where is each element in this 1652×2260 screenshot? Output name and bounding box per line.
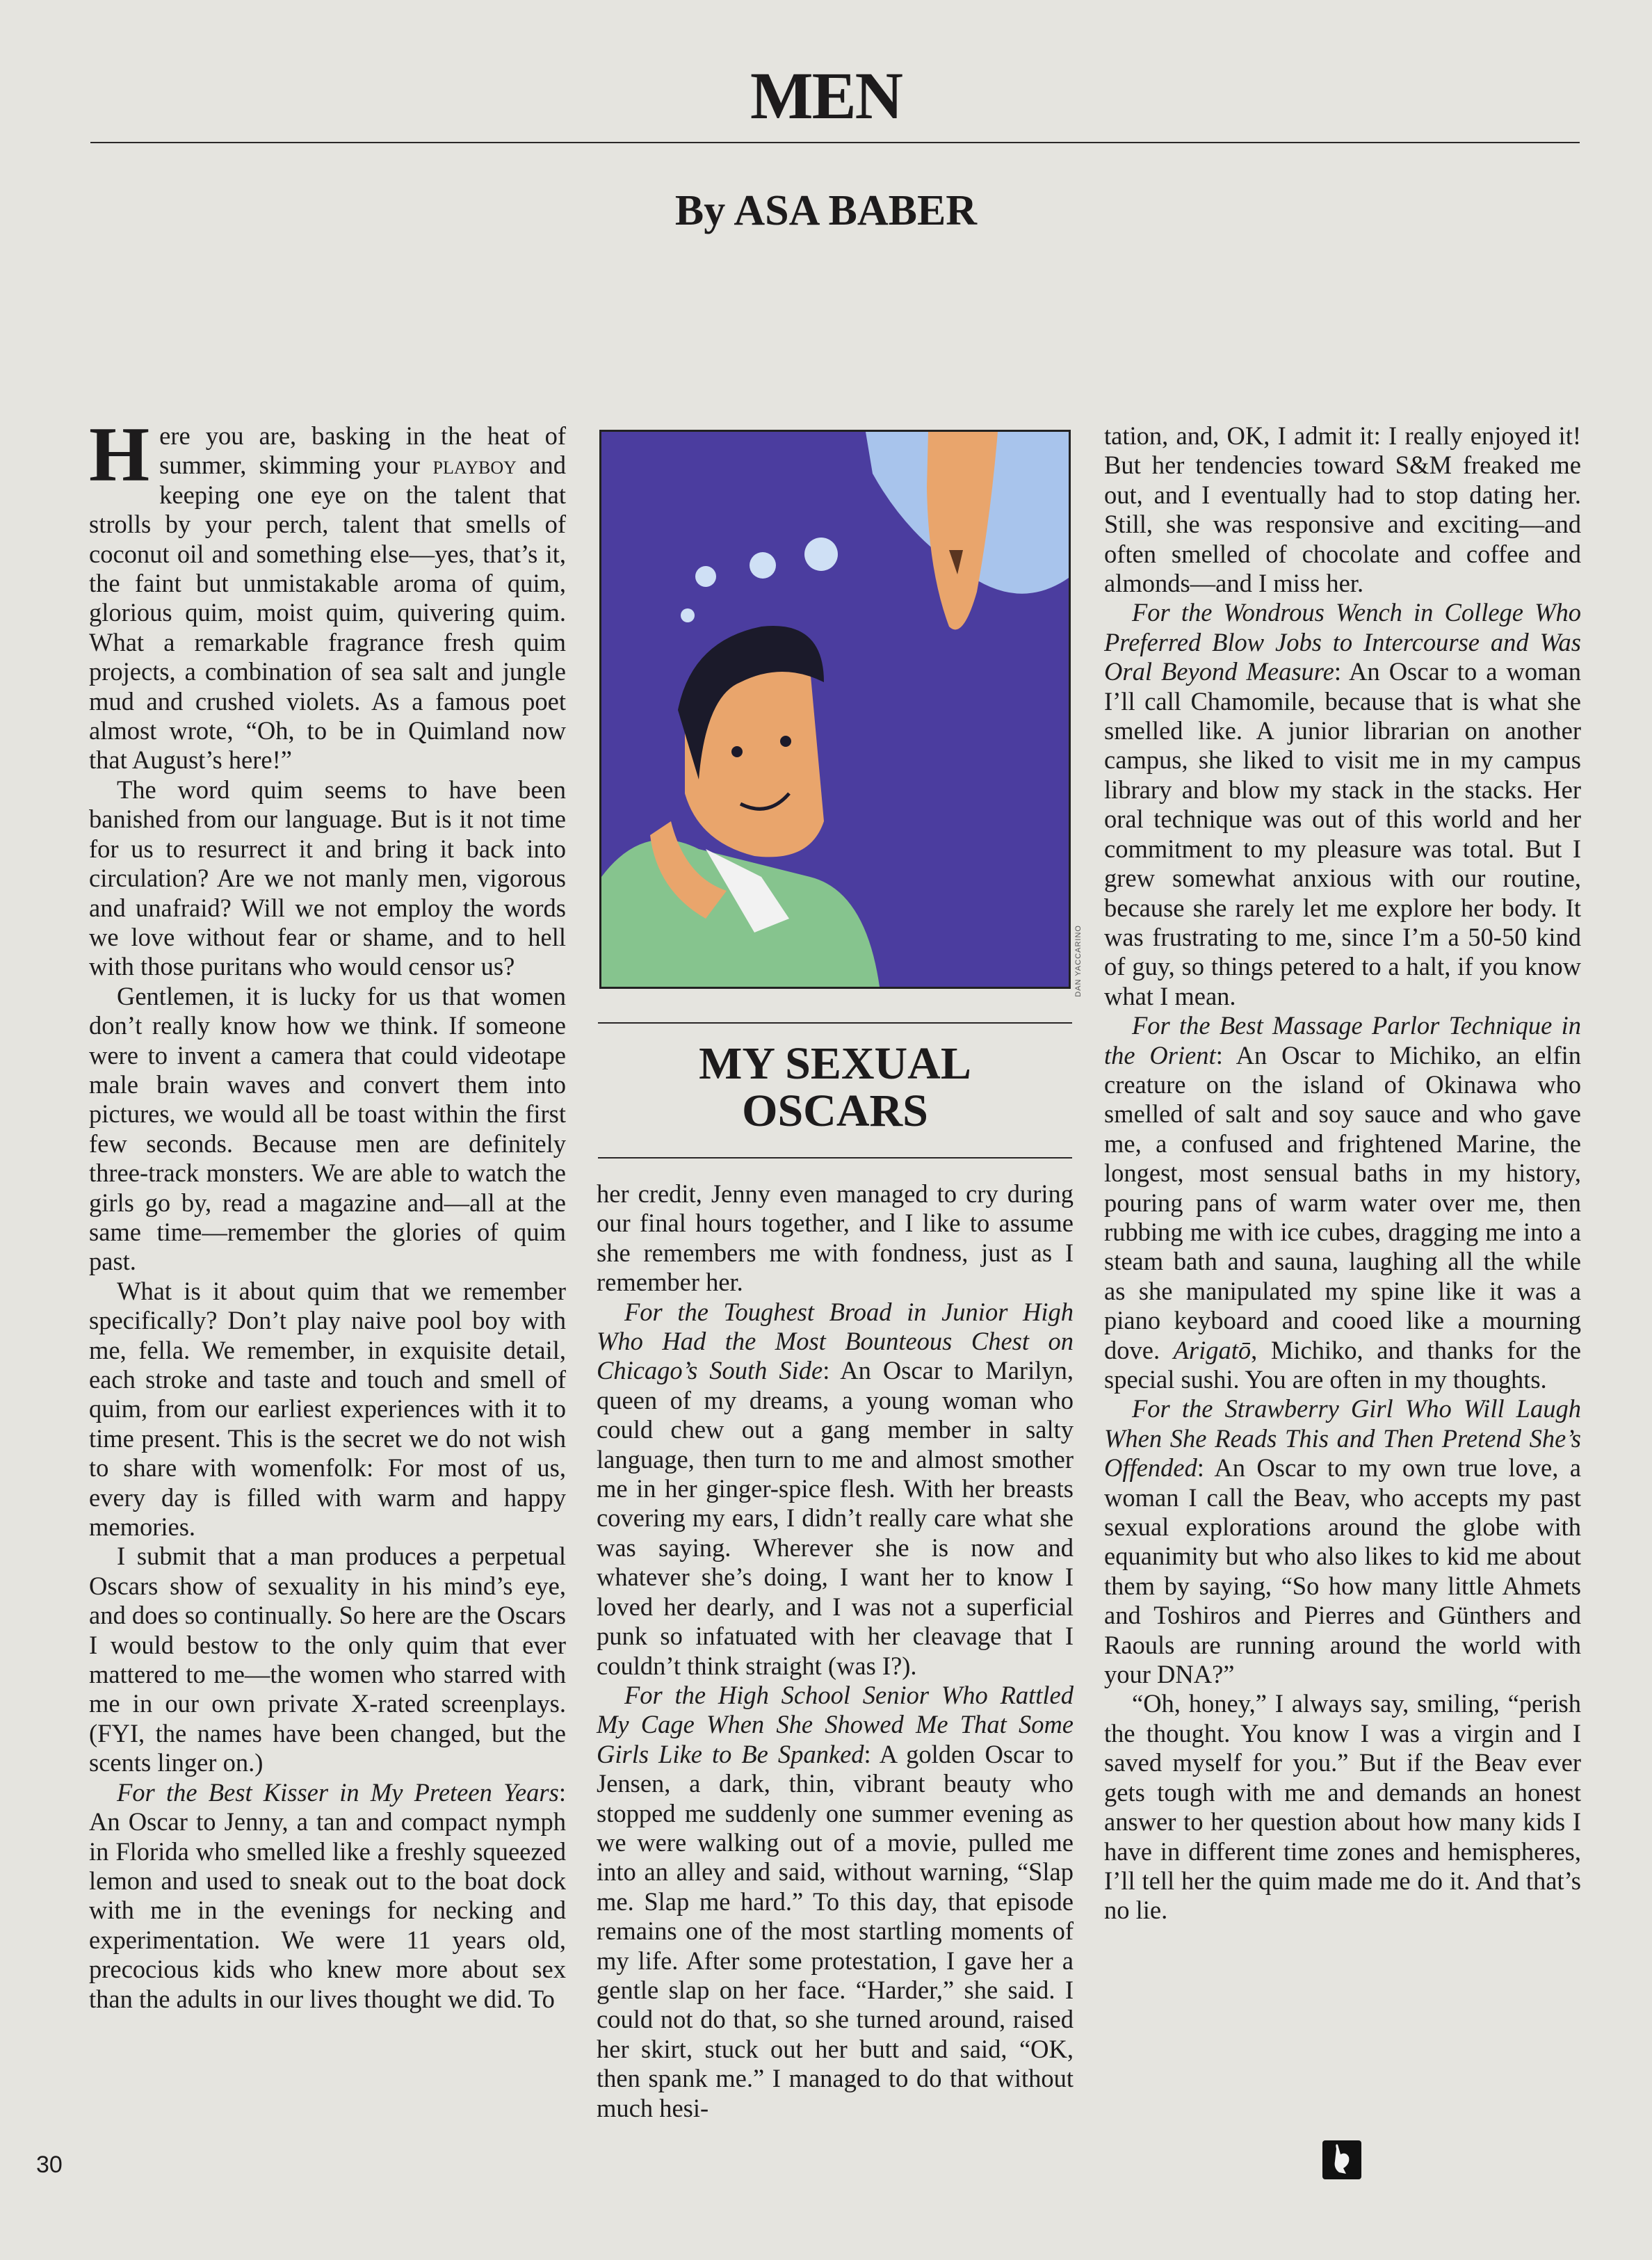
text-run: Gentlemen, it is lucky for us that women don’t really know how we think. If someone were to invent a camera that could videotape male brain waves and convert them into pictures, we would all be toast within the first few seconds. Because men are definitely three-track monsters. We are able to watch the girls go by, read a magazine and—all at the same time—remember the glories of quim past.	[89, 981, 566, 1276]
oscar-category: Arigatō	[1173, 1335, 1252, 1364]
paragraph	[597, 1179, 1074, 1298]
text-run: : An Oscar to Marilyn, queen of my dreams, a young woman who could chew out a gang member in salty language, then turn to me and almost smother me in her ginger-spice flesh. With her breasts covering my ears, I didn’t really care what she was saying. Wherever she is now and whatever she’s doing, I want her to know I loved her dearly, and I was not a superficial punk so infatuated with her cleavage that I couldn’t think straight (was I?).	[597, 1356, 1074, 1680]
paragraph	[89, 1542, 566, 1777]
sidebar-headline	[597, 1040, 1074, 1135]
text-run: tation, and, OK, I admit it: I really enjoyed it! But her tendencies toward S&M freaked me out, and I eventually had to stop dating her. Still, she was responsive and exciting—and often smelled of chocolate and coffee and almonds—and I miss her.	[1104, 421, 1581, 598]
headline-rule-bottom	[598, 1157, 1072, 1159]
section-title: MEN	[750, 58, 902, 133]
text-run: : An Oscar to my own true love, a woman I call the Beav, who accepts my past sexual explorations around the globe with equanimity but who also likes to kid me about them by saying, “So how many little Ahmets and Toshiros and Pierres and Günthers and Raouls are running around the world with your DNA?”	[1104, 1453, 1581, 1689]
headline-line-1: MY SEXUAL	[699, 1038, 971, 1089]
paragraph	[597, 1681, 1074, 2123]
drop-cap: H	[89, 412, 150, 498]
text-run: : An Oscar to Michiko, an elfin creature on the island of Okinawa who smelled of salt and soy sauce and who gave me, a confused and frightened Marine, the longest, most sensual baths in my history, pouring pans of warm water over me, then rubbing me with ice cubes, dragging me into a steam bath and sauna, laughing all the while as she manipulated my spine like it was a piano keyboard and cooed like a mourning dove.	[1104, 1040, 1581, 1364]
paragraph	[1104, 1011, 1581, 1394]
text-run: her credit, Jenny even managed to cry during our final hours together, and I like to assume she remembers me with fondness, just as I remember her.	[597, 1179, 1074, 1297]
oscar-category: For the Wondrous Wench in College Who Preferred Blow Jobs to Intercourse and Was Oral Beyond Measure	[1104, 598, 1581, 686]
paragraph	[89, 1277, 566, 1542]
text-run: The word quim seems to have been banished from our language. But is it not time for us to resurrect it and bring it back into circulation? Are we not manly men, vigorous and unafraid? Will we not employ the words we love without fear or shame, and to hell with those puritans who would censor us?	[89, 775, 566, 981]
man-dreaming-illustration	[601, 432, 1069, 987]
illustration	[599, 430, 1071, 989]
article-column-2	[597, 1179, 1074, 2123]
text-run: : A golden Oscar to Jensen, a dark, thin, vibrant beauty who stopped me suddenly one summer evening as we were walking out of a movie, pulled me into an alley and said, without warning, “Slap me. Slap me hard.” To this day, that episode remains one of the most startling moments of my life. After some protestation, I gave her a gentle slap on her face. “Harder,” she said. I could not do that, so she turned around, raised her skirt, stuck out her butt and said, “OK, then spank me.” I managed to do that without much hesi-	[597, 1739, 1074, 2122]
headline-line-2: OSCARS	[742, 1085, 928, 1136]
text-run: : An Oscar to Jenny, a tan and compact nymph in Florida who smelled like a freshly squeezed lemon and used to sneak out to the boat dock with me in the evenings for necking and experimentation. We were 11 years old, precocious kids who knew more about sex than the adults in our lives thought we did. To	[89, 1777, 566, 2013]
byline: By ASA BABER	[674, 187, 978, 234]
oscar-category: For the Best Massage Parlor Technique in the Orient	[1104, 1011, 1581, 1070]
text-run: : An Oscar to a woman I’ll call Chamomile, because that is what she smelled like. A junior librarian on another campus, she liked to visit me in my campus library and blow my stack in the stacks. Her oral technique was out of this world and her commitment to my pleasure was total. But I grew somewhat anxious with our routine, because she rarely let me explore her body. It was frustrating to me, since I’m a 50-50 kind of guy, so things petered to a halt, if you know what I mean.	[1104, 657, 1581, 1010]
paragraph	[89, 1778, 566, 2014]
text-run: I submit that a man produces a perpetual Oscars show of sexuality in his mind’s eye, and does so continually. So here are the Oscars I would bestow to the only quim that ever mattered to me—the women who starred with me in our own private X-rated screenplays. (FYI, the names have been changed, but the scents linger on.)	[89, 1542, 566, 1777]
paragraph	[1104, 421, 1581, 598]
paragraph	[89, 982, 566, 1277]
page-number: 30	[36, 2152, 63, 2178]
paragraph	[1104, 1394, 1581, 1689]
oscar-category: For the Toughest Broad in Junior High Who Had the Most Bounteous Chest on Chicago’s South Side	[597, 1297, 1074, 1385]
oscar-category: For the Best Kisser in My Preteen Years	[117, 1777, 559, 1807]
text-run: and keeping one eye on the talent that strolls by your perch, talent that smells of coconut oil and something else—yes, that’s it, the faint but unmistakable aroma of quim, glorious quim, moist quim, quivering quim. What a remarkable fragrance fresh quim projects, a combination of sea salt and jungle mud and crushed violets. As a famous poet almost wrote, “Oh, to be in Quimland now that August’s here!”	[89, 451, 567, 775]
paragraph	[89, 775, 566, 982]
paragraph	[89, 412, 567, 775]
paragraph	[1104, 1689, 1581, 1925]
rabbit-logo-icon	[1322, 2140, 1361, 2179]
paragraph	[1104, 598, 1581, 1011]
paragraph	[597, 1298, 1074, 1681]
text-run: What is it about quim that we remember specifically? Don’t play naive pool boy with me, fella. We remember, in exquisite detail, each stroke and taste and touch and smell of quim, from our earliest experiences with it to time present. This is the secret we do not wish to share with womenfolk: For most of us, every day is filled with warm and happy memories.	[89, 1276, 566, 1542]
headline-rule-top	[598, 1022, 1072, 1024]
oscar-category: For the High School Senior Who Rattled My Cage When She Showed Me That Some Girls Like to Be Spanked	[597, 1680, 1074, 1768]
illustration-credit: DAN YACCARINO	[1074, 925, 1083, 997]
text-run: “Oh, honey,” I always say, smiling, “perish the thought. You know I was a virgin and I saved myself for you.” But if the Beav ever gets tough with me and demands an honest answer to her question about how many kids I have in different time zones and hemispheres, I’ll tell her the quim made me do it. And that’s no lie.	[1104, 1689, 1581, 1925]
text-run: , Michiko, and thanks for the special sushi. You are often in my thoughts.	[1104, 1335, 1581, 1394]
text-run: ere you are, basking in the heat of summer, skimming your	[159, 421, 566, 480]
text-run: playboy	[432, 451, 517, 480]
oscar-category: For the Strawberry Girl Who Will Laugh When She Reads This and Then Pretend She’s Offended	[1104, 1394, 1581, 1483]
title-rule	[90, 142, 1580, 143]
article-column-3	[1104, 421, 1581, 1926]
article-column-1	[89, 412, 567, 2014]
